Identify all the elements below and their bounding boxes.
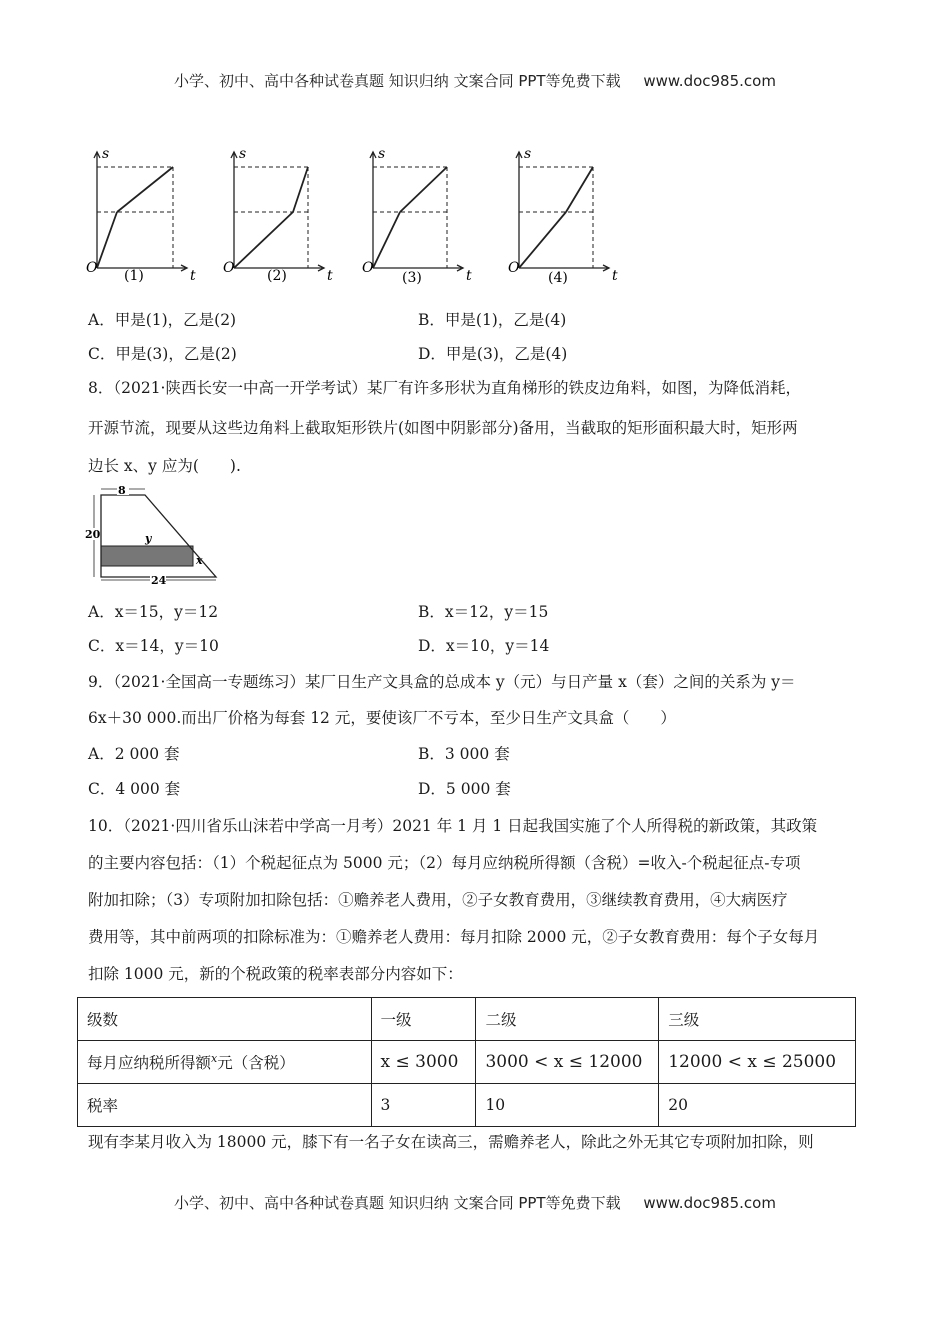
q10-stem-line: 现有李某月收入为 18000 元，膝下有一名子女在读高三，需赡养老人，除此之外无其它专项附加扣除，则 <box>88 1133 814 1151</box>
q8-option-b: B．x＝12，y＝15 <box>418 603 549 621</box>
axis-s-label: s <box>524 146 532 162</box>
footer-text: 小学、初中、高中各种试卷真题 知识归纳 文案合同 PPT等免费下载 <box>174 1194 621 1212</box>
dim-left: 20 <box>85 528 101 541</box>
graph-2 <box>219 140 337 290</box>
row-label-var: x <box>211 1051 218 1065</box>
graph-4 <box>504 140 622 290</box>
axis-s-label: s <box>102 146 110 162</box>
table-cell: 三级 <box>659 998 856 1041</box>
table-cell: 二级 <box>476 998 659 1041</box>
q10-stem-line: 费用等，其中前两项的扣除标准为：①赡养老人费用：每月扣除 2000 元，②子女教育费用：每个子女每月 <box>88 928 820 946</box>
table-cell: 级数 <box>78 998 372 1041</box>
dim-bottom: 24 <box>151 574 167 584</box>
table-row <box>78 1084 856 1127</box>
table-cell: 3000 < x ≤ 12000 <box>476 1041 659 1084</box>
q10-stem-line: 的主要内容包括：（1）个税起征点为 5000 元；（2）每月应纳税所得额（含税）=收入-个税起征点-专项 <box>88 854 801 872</box>
q8-option-a: A．x＝15，y＝12 <box>88 603 219 621</box>
table-row <box>78 1041 856 1084</box>
axis-t-label: t <box>612 268 618 284</box>
axis-t-label: t <box>190 268 196 284</box>
dim-top: 8 <box>118 484 126 497</box>
q9-option-b: B．3 000 套 <box>418 745 510 763</box>
axis-s-label: s <box>239 146 247 162</box>
q7-option-b: B．甲是(1)，乙是(4) <box>418 311 567 329</box>
origin-label: O <box>508 260 520 276</box>
q8-option-d: D．x＝10，y＝14 <box>418 637 550 655</box>
table-row <box>78 998 856 1041</box>
q9-stem-line: 6x＋30 000.而出厂价格为每套 12 元，要使该厂不亏本，至少日生产文具盒（ ） <box>88 709 676 727</box>
trapezoid-figure <box>82 484 227 584</box>
q7-option-c: C．甲是(3)，乙是(2) <box>88 345 237 363</box>
origin-label: O <box>362 260 374 276</box>
q7-option-a: A．甲是(1)，乙是(2) <box>88 311 237 329</box>
table-cell: 12000 < x ≤ 25000 <box>659 1041 856 1084</box>
row-label-post: 元（含税） <box>217 1054 295 1072</box>
q8-stem-line: 开源节流，现要从这些边角料上截取矩形铁片(如图中阴影部分)备用，当截取的矩形面积最大时，矩形两 <box>88 419 798 437</box>
table-cell: 20 <box>659 1084 856 1127</box>
table-cell <box>78 1041 372 1084</box>
q9-stem-line: 9．（2021·全国高一专题练习）某厂日生产文具盒的总成本 y（元）与日产量 x（套）之间的关系为 y＝ <box>88 673 796 691</box>
graph-label: (3) <box>402 270 422 286</box>
q9-option-c: C．4 000 套 <box>88 780 181 798</box>
table-cell: 税率 <box>78 1084 372 1127</box>
q7-option-d: D．甲是(3)，乙是(4) <box>418 345 568 363</box>
tax-rate-table <box>77 997 856 1127</box>
page-header <box>0 70 950 91</box>
origin-label: O <box>86 260 98 276</box>
q8-option-c: C．x＝14，y＝10 <box>88 637 219 655</box>
axis-t-label: t <box>466 268 472 284</box>
axis-s-label: s <box>378 146 386 162</box>
q10-stem-line: 10．（2021·四川省乐山沫若中学高一月考）2021 年 1 月 1 日起我国实施了个人所得税的新政策，其政策 <box>88 817 818 835</box>
dim-x: x <box>196 554 203 567</box>
graph-label: (2) <box>267 268 287 284</box>
header-url: www.doc985.com <box>643 72 776 90</box>
table-cell: 一级 <box>371 998 476 1041</box>
origin-label: O <box>223 260 235 276</box>
graph-1 <box>82 140 200 290</box>
page-footer <box>0 1192 950 1213</box>
graph-label: (4) <box>548 270 568 286</box>
graph-3 <box>358 140 476 290</box>
header-text: 小学、初中、高中各种试卷真题 知识归纳 文案合同 PPT等免费下载 <box>174 72 621 90</box>
q10-stem-line: 扣除 1000 元，新的个税政策的税率表部分内容如下： <box>88 965 463 983</box>
graph-label: (1) <box>124 268 144 284</box>
axis-t-label: t <box>327 268 333 284</box>
q8-stem-line: 8．（2021·陕西长安一中高一开学考试）某厂有许多形状为直角梯形的铁皮边角料，如图，为降低消耗， <box>88 379 801 397</box>
dim-y: y <box>145 532 152 545</box>
row-label-pre: 每月应纳税所得额 <box>87 1054 212 1072</box>
footer-url: www.doc985.com <box>643 1194 776 1212</box>
q10-stem-line: 附加扣除；（3）专项附加扣除包括：①赡养老人费用，②子女教育费用，③继续教育费用，④大病医疗 <box>88 891 788 909</box>
q8-stem-line: 边长 x、y 应为( ). <box>88 457 241 475</box>
q9-option-d: D．5 000 套 <box>418 780 511 798</box>
table-cell: x ≤ 3000 <box>371 1041 476 1084</box>
table-cell: 3 <box>371 1084 476 1127</box>
q9-option-a: A．2 000 套 <box>88 745 180 763</box>
table-cell: 10 <box>476 1084 659 1127</box>
